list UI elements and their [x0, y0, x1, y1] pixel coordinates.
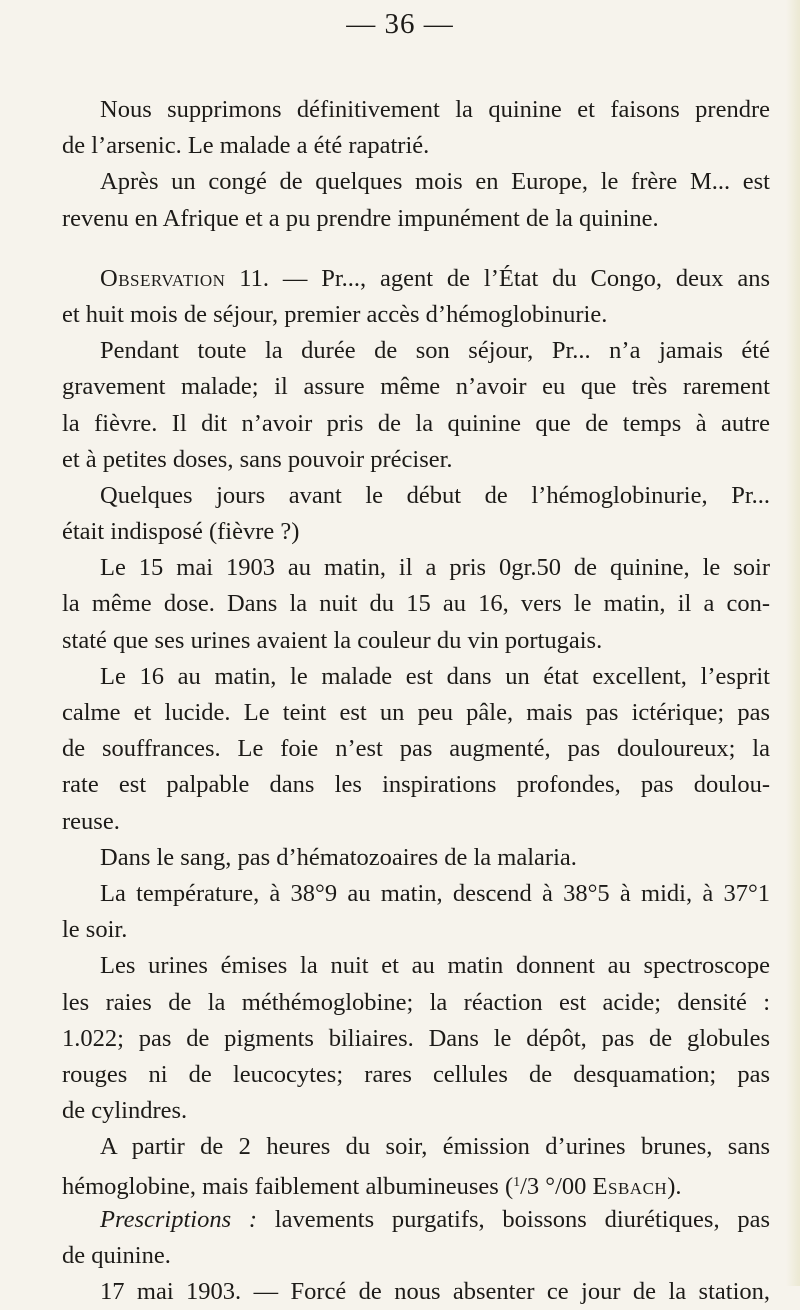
- text-line: 1.022; pas de pigments biliaires. Dans le dépôt, pas de globules: [62, 1024, 770, 1052]
- text-line: A partir de 2 heures du soir, émission d’urines brunes, sans: [100, 1133, 770, 1161]
- text-line: la même dose. Dans la nuit du 15 au 16, vers le matin, il a con-: [62, 590, 770, 618]
- text-line: de souffrances. Le foie n’est pas augmenté, pas douloureux; la: [62, 735, 770, 763]
- page-edge-shadow: [786, 0, 800, 1286]
- text-line: Le 15 mai 1903 au matin, il a pris 0gr.50 de quinine, le soir: [100, 554, 770, 582]
- text-line: Les urines émises la nuit et au matin donnent au spectroscope: [100, 952, 770, 980]
- text-line: gravement malade; il assure même n’avoir eu que très rarement: [62, 373, 770, 401]
- text-line: rouges ni de leucocytes; rares cellules de desquamation; pas: [62, 1060, 770, 1088]
- prescriptions-line: [62, 1202, 770, 1238]
- text-line: la fièvre. Il dit n’avoir pris de la quinine que de temps à autre: [62, 409, 770, 437]
- prescriptions-label: Prescriptions :: [100, 1205, 258, 1233]
- text-line: staté que ses urines avaient la couleur du vin portugais.: [62, 626, 603, 654]
- fraction-numerator: 1: [513, 1175, 521, 1191]
- body-text: [62, 92, 770, 1310]
- text-line-tail: ).: [667, 1173, 682, 1201]
- text-line: reuse.: [62, 807, 120, 835]
- observation-label: Observation: [100, 264, 226, 292]
- text-line: 11. — Pr..., agent de l’État du Congo, deux ans: [225, 264, 770, 292]
- page-number: — 36 —: [346, 8, 454, 40]
- text-line: le soir.: [62, 916, 128, 944]
- text-line: était indisposé (fièvre ?): [62, 518, 300, 546]
- text-line: 17 mai 1903. — Forcé de nous absenter ce jour de la station,: [100, 1278, 770, 1305]
- text-line: Quelques jours avant le début de l’hémoglobinurie, Pr...: [100, 481, 770, 509]
- text-line: revenu en Afrique et a pu prendre impunément de la quinine.: [62, 204, 659, 232]
- text-line: les raies de la méthémoglobine; la réaction est acide; densité :: [62, 988, 770, 1016]
- esbach-label: Esbach: [592, 1173, 668, 1201]
- text-line: de quinine.: [62, 1241, 171, 1269]
- text-line-part: hémoglobine, mais faiblement albumineuses (: [62, 1173, 514, 1201]
- text-line: [62, 1165, 770, 1201]
- observation-heading: [62, 261, 770, 297]
- text-line: lavements purgatifs, boissons diurétiques, pas: [257, 1205, 771, 1233]
- fraction-rest: /3 °/00: [520, 1173, 593, 1201]
- text-line: de l’arsenic. Le malade a été rapatrié.: [62, 132, 430, 160]
- text-line: Pendant toute la durée de son séjour, Pr... n’a jamais été: [100, 337, 770, 365]
- text-line: et huit mois de séjour, premier accès d’hémoglobinurie.: [62, 300, 608, 328]
- text-line: Nous supprimons définitivement la quinine et faisons prendre: [100, 96, 770, 123]
- text-line: et à petites doses, sans pouvoir préciser.: [62, 445, 453, 473]
- text-line: Après un congé de quelques mois en Europe, le frère M... est: [100, 168, 770, 196]
- text-line: rate est palpable dans les inspirations profondes, pas doulou-: [62, 771, 770, 799]
- text-line: Le 16 au matin, le malade est dans un état excellent, l’esprit: [100, 662, 770, 690]
- paragraph-gap: [62, 237, 770, 261]
- text-line: Dans le sang, pas d’hématozoaires de la malaria.: [100, 843, 577, 871]
- text-line: calme et lucide. Le teint est un peu pâle, mais pas ictérique; pas: [62, 699, 770, 726]
- text-line: de cylindres.: [62, 1097, 188, 1125]
- text-line: La température, à 38°9 au matin, descend à 38°5 à midi, à 37°1: [100, 879, 770, 907]
